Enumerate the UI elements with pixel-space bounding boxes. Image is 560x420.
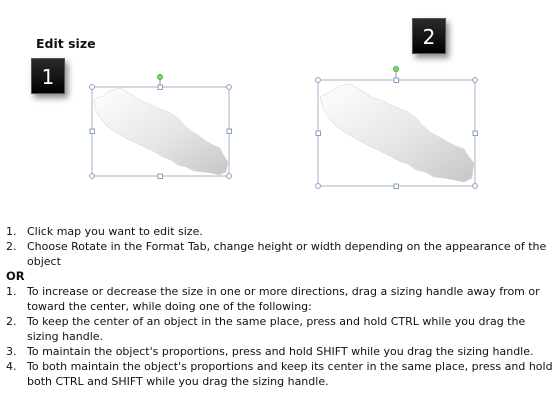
instructions	[6, 224, 554, 389]
edge-handle[interactable]	[316, 131, 321, 136]
edge-handle[interactable]	[394, 184, 399, 189]
corner-handle[interactable]	[316, 78, 321, 83]
list-item: 4. To both maintain the object's proportions and keep its center in the same place, press and hold both CTRL and SHIFT while you drag the sizing handle.	[6, 360, 553, 388]
edit-size-title: Edit size	[36, 36, 96, 51]
corner-handle[interactable]	[90, 174, 95, 179]
corner-handle[interactable]	[473, 184, 478, 189]
step-badge-2: 2	[412, 18, 446, 54]
map-2-selection[interactable]	[316, 66, 478, 188]
primary-steps	[6, 224, 554, 269]
alternative-steps	[6, 284, 554, 389]
rotate-handle-1[interactable]	[157, 74, 162, 79]
list-item: 1. To increase or decrease the size in one or more directions, drag a sizing handle away from or toward the center, while doing one of the following:	[6, 285, 540, 313]
nepal-map-2[interactable]	[320, 84, 474, 182]
edge-handle[interactable]	[227, 129, 232, 134]
step-badge-1: 1	[31, 58, 65, 94]
corner-handle[interactable]	[227, 85, 232, 90]
corner-handle[interactable]	[227, 174, 232, 179]
corner-handle[interactable]	[90, 85, 95, 90]
edge-handle[interactable]	[394, 78, 399, 83]
list-item: 1. Click map you want to edit size.	[6, 225, 203, 238]
corner-handle[interactable]	[473, 78, 478, 83]
list-item: 2. Choose Rotate in the Format Tab, change height or width depending on the appearance of the object	[6, 240, 547, 268]
edge-handle[interactable]	[158, 85, 163, 90]
nepal-map-1[interactable]	[94, 88, 228, 175]
map-1-selection[interactable]	[90, 74, 232, 178]
or-separator: OR	[6, 269, 25, 283]
edge-handle[interactable]	[473, 131, 478, 136]
list-item: 3. To maintain the object's proportions, press and hold SHIFT while you drag the sizing handle.	[6, 345, 534, 358]
corner-handle[interactable]	[316, 184, 321, 189]
edge-handle[interactable]	[90, 129, 95, 134]
edge-handle[interactable]	[158, 174, 163, 179]
rotate-handle-2[interactable]	[393, 66, 398, 71]
list-item: 2. To keep the center of an object in the same place, press and hold CTRL while you drag the sizing handle.	[6, 315, 526, 343]
